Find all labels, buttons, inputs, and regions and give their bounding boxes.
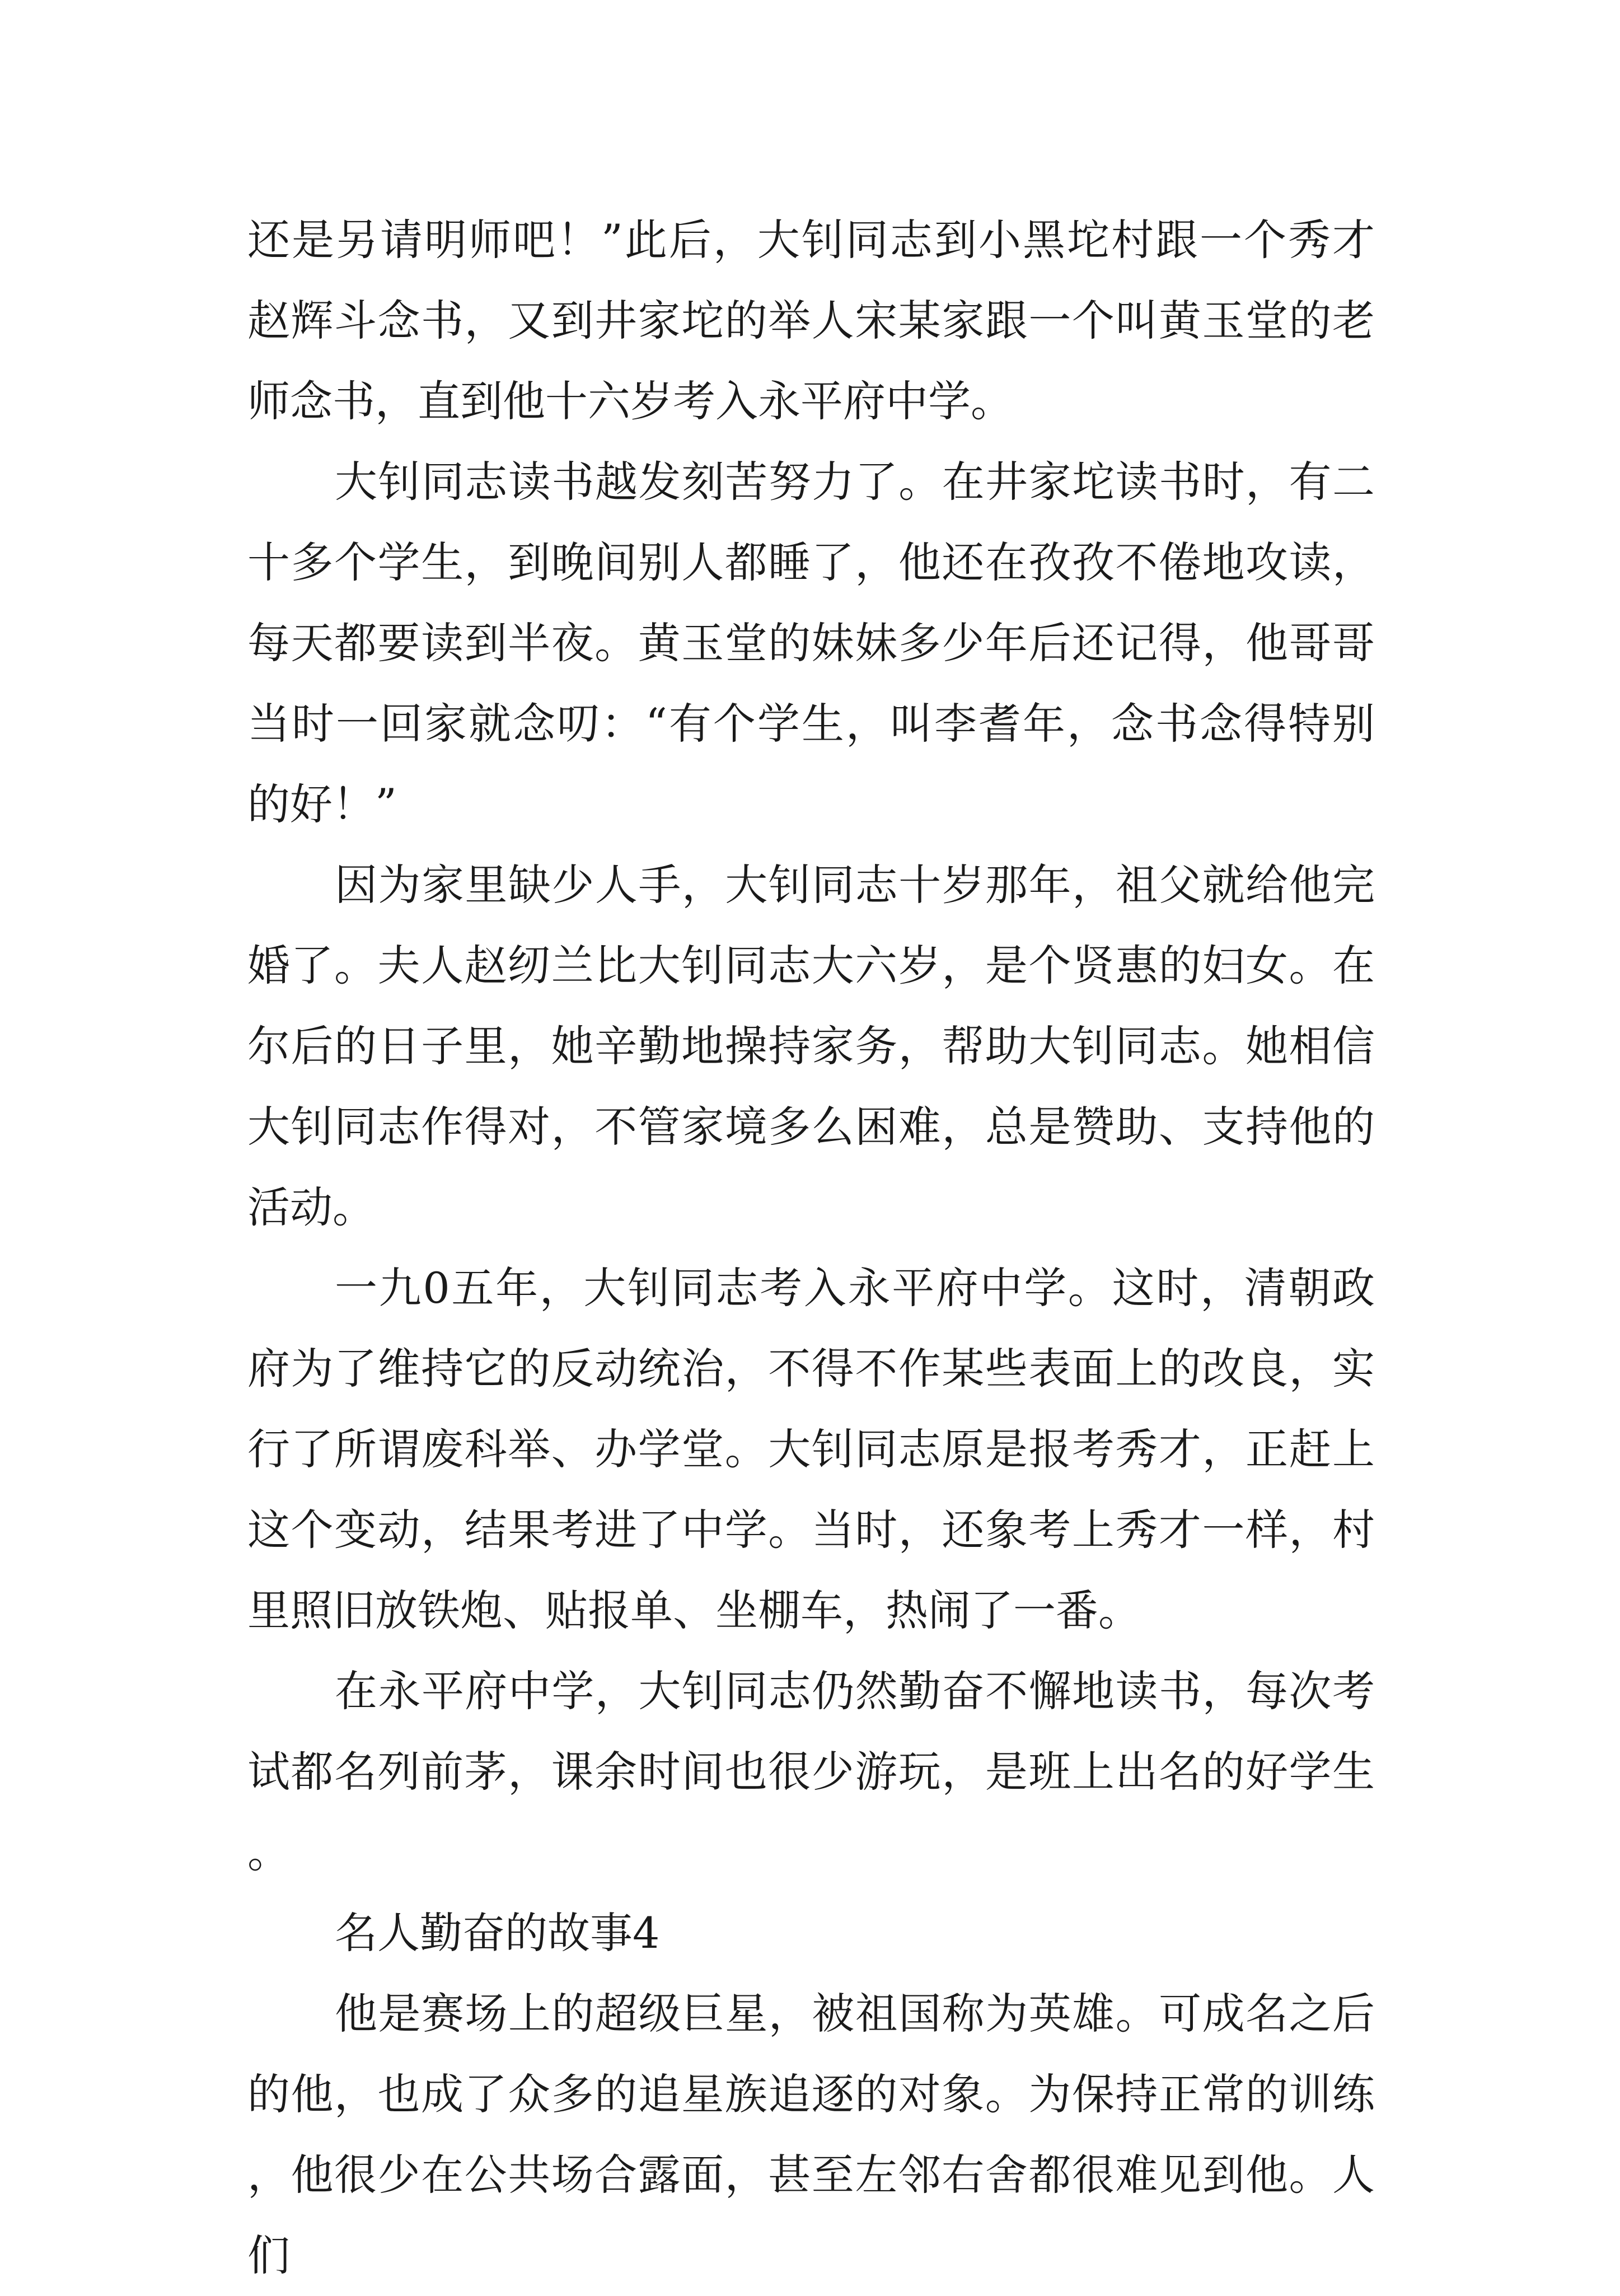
- paragraph-superstar: 他是赛场上的超级巨星，被祖国称为英雄。可成名之后的他，也成了众多的追星族追逐的对象。为保持正常的训练，他很少在公共场合露面，甚至左邻右舍都很难见到他。人们: [247, 1989, 1375, 2280]
- paragraph-continuation: 还是另请明师吧！”此后，大钊同志到小黑坨村跟一个秀才赵辉斗念书，又到井家坨的举人宋某家跟一个叫黄玉堂的老师念书，直到他十六岁考入永平府中学。: [247, 215, 1375, 426]
- document-body: [247, 200, 1375, 2296]
- paragraph-study-hard: 大钊同志读书越发刻苦努力了。在井家坨读书时，有二十多个学生，到晚间别人都睡了，他还在孜孜不倦地攻读，每天都要读到半夜。黄玉堂的妹妹多少年后还记得，他哥哥当时一回家就念叨：“有个学生，叫李耆年，念书念得特别的好！”: [247, 457, 1375, 829]
- paragraph-middle-school: 一九0五年，大钊同志考入永平府中学。这时，清朝政府为了维持它的反动统治，不得不作某些表面上的改良，实行了所谓废科举、办学堂。大钊同志原是报考秀才，正赶上这个变动，结果考进了中学。当时，还象考上秀才一样，村里照旧放铁炮、贴报单、坐棚车，热闹了一番。: [247, 1263, 1375, 1635]
- paragraph-good-student: 在永平府中学，大钊同志仍然勤奋不懈地读书，每次考试都名列前茅，课余时间也很少游玩，是班上出名的好学生。: [247, 1666, 1375, 1877]
- section-heading: 名人勤奋的故事4: [335, 1908, 660, 1958]
- paragraph-marriage: 因为家里缺少人手，大钊同志十岁那年，祖父就给他完婚了。夫人赵纫兰比大钊同志大六岁，是个贤惠的妇女。在尔后的日子里，她辛勤地操持家务，帮助大钊同志。她相信大钊同志作得对，不管家境多么困难，总是赞助、支持他的活动。: [247, 860, 1375, 1232]
